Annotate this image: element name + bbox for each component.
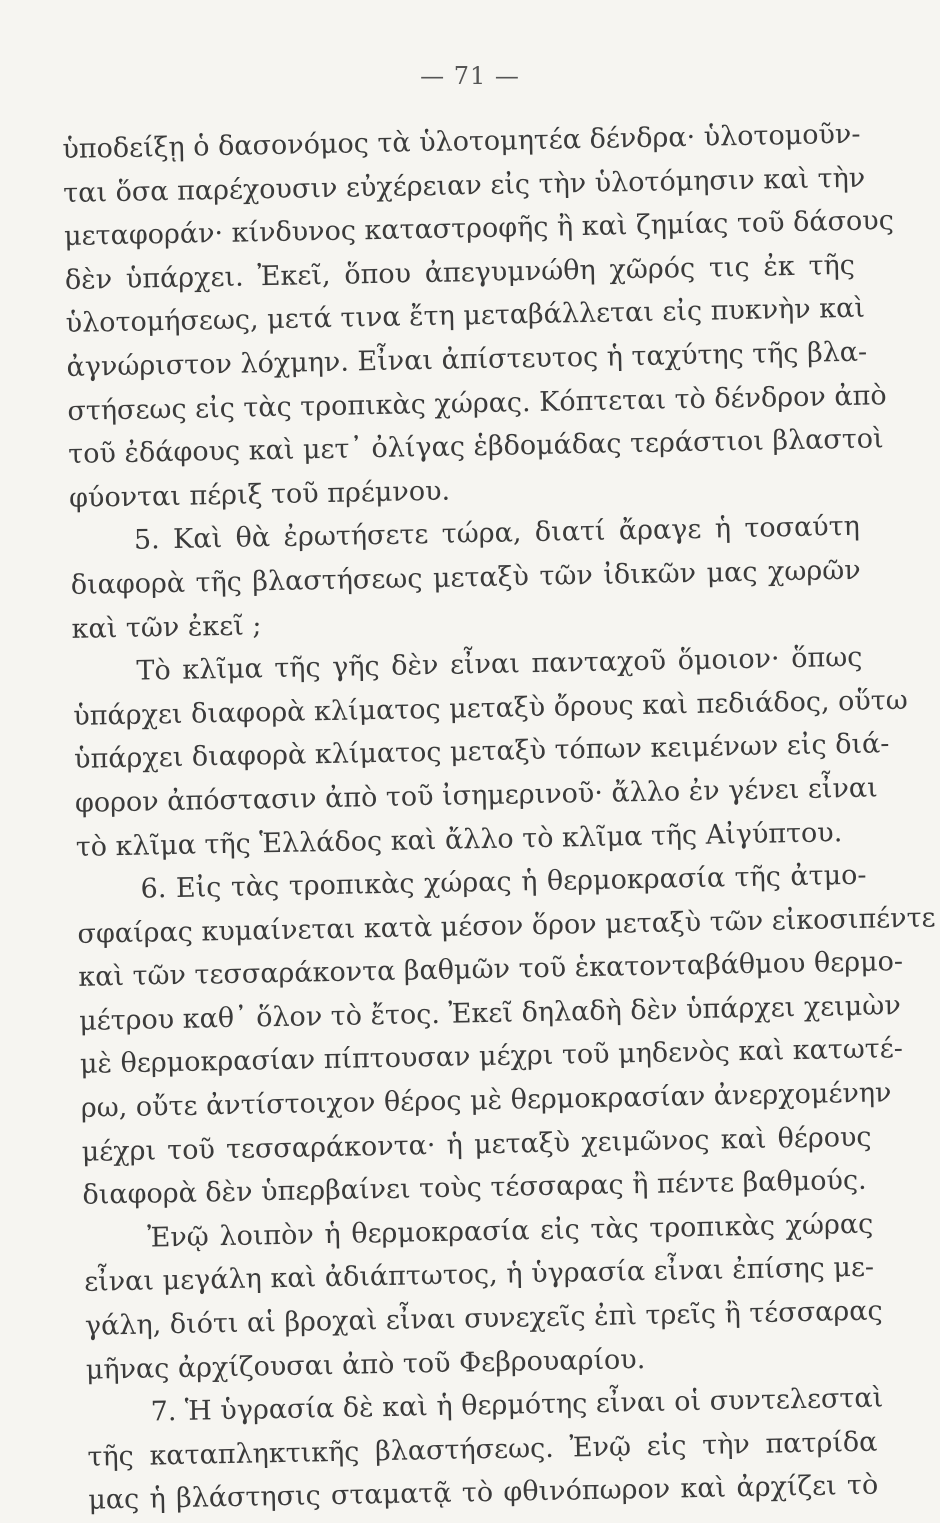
text-line: διαφορὰ τῆς βλαστήσεως μεταξὺ τῶν ἰδικῶν μας χωρῶν bbox=[70, 554, 861, 601]
text-line: τοῦ ἐδάφους καὶ μετ᾽ ὀλίγας ἑβδομάδας τεράστιοι βλαστοὶ bbox=[67, 423, 884, 471]
text-line: τῆς καταπληκτικῆς βλαστήσεως. Ἐνῷ εἰς τὴν πατρίδα bbox=[87, 1426, 878, 1473]
text-line: δὲν ὑπάρχει. Ἐκεῖ, ὅπου ἀπεγυμνώθη χῶρός τις ἐκ τῆς bbox=[64, 249, 856, 296]
text-line: μῆνας ἀρχίζουσαι ἀπὸ τοῦ Φεβρουαρίου. bbox=[85, 1343, 646, 1386]
page-number: — 71 — bbox=[420, 62, 520, 90]
text-line: φύονται πέριξ τοῦ πρέμνου. bbox=[68, 475, 451, 514]
body-text bbox=[62, 113, 936, 1523]
paragraph-6-start: 6. Εἰς τὰς τροπικὰς χώρας ἡ θερμοκρασία τῆς ἀτμο- bbox=[140, 859, 867, 905]
text-line: στήσεως εἰς τὰς τροπικὰς χώρας. Κόπτεται τὸ δένδρον ἀπὸ bbox=[67, 379, 887, 427]
text-line: ὑπάρχει διαφορὰ κλίματος μεταξὺ τόπων κειμένων εἰς διά- bbox=[73, 728, 890, 776]
text-line: μας ἡ βλάστησις σταματᾷ τὸ φθινόπωρον καὶ ἀρχίζει τὸ bbox=[88, 1469, 879, 1517]
text-line: διαφορὰ δὲν ὑπερβαίνει τοὺς τέσσαρας ἢ πέντε βαθμούς. bbox=[82, 1165, 867, 1212]
text-line: ὑποδείξῃ ὁ δασονόμος τὰ ὑλοτομητέα δένδρα· ὑλοτομοῦν- bbox=[62, 118, 861, 165]
text-line: μέτρου καθ᾽ ὅλον τὸ ἔτος. Ἐκεῖ δηλαδὴ δὲν ὑπάρχει χειμὼν bbox=[78, 989, 901, 1037]
text-line: μὲ θερμοκρασίαν πίπτουσαν μέχρι τοῦ μηδενὸς καὶ κατωτέ- bbox=[79, 1033, 904, 1081]
text-line: σφαίρας κυμαίνεται κατὰ μέσον ὅρον μεταξὺ τῶν εἰκοσιπέντε bbox=[77, 902, 936, 950]
text-line: καὶ τῶν ἐκεῖ ; bbox=[71, 609, 262, 645]
paragraph-start: Τὸ κλῖμα τῆς γῆς δὲν εἶναι πανταχοῦ ὅμοιον· ὅπως bbox=[136, 641, 863, 687]
text-line: ται ὅσα παρέχουσιν εὐχέρειαν εἰς τὴν ὑλοτόμησιν καὶ τὴν bbox=[62, 162, 866, 209]
text-line: μεταφοράν· κίνδυνος καταστροφῆς ἢ καὶ ζημίας τοῦ δάσους bbox=[63, 205, 895, 253]
text-line: ὑλοτομήσεως, μετά τινα ἔτη μεταβάλλεται εἰς πυκνὴν καὶ bbox=[65, 292, 866, 340]
text-line: ἀγνώριστον λόχμην. Εἶναι ἀπίστευτος ἡ ταχύτης τῆς βλα- bbox=[66, 336, 868, 383]
text-line: μέχρι τοῦ τεσσαράκοντα· ἡ μεταξὺ χειμῶνος καὶ θέρους bbox=[81, 1121, 872, 1168]
paragraph-7-start: 7. Ἡ ὑγρασία δὲ καὶ ἡ θερμότης εἶναι οἱ συντελεσταὶ bbox=[150, 1382, 884, 1428]
text-line: τὸ κλῖμα τῆς Ἑλλάδος καὶ ἄλλο τὸ κλῖμα τῆς Αἰγύπτου. bbox=[75, 816, 843, 863]
text-line: φορον ἀπόστασιν ἀπὸ τοῦ ἰσημερινοῦ· ἄλλο ἐν γένει εἶναι bbox=[74, 772, 878, 819]
paragraph-start: Ἐνῷ λοιπὸν ἡ θερμοκρασία εἰς τὰς τροπικὰς χώρας bbox=[147, 1208, 874, 1254]
text-line: εἶναι μεγάλη καὶ ἀδιάπτωτος, ἡ ὑγρασία εἶναι ἐπίσης με- bbox=[83, 1252, 875, 1299]
paragraph-5-start: 5. Καὶ θὰ ἐρωτήσετε τώρα, διατί ἄραγε ἡ τοσαύτη bbox=[133, 511, 861, 557]
text-line: γάλη, διότι αἱ βροχαὶ εἶναι συνεχεῖς ἐπὶ τρεῖς ἢ τέσσαρας bbox=[84, 1295, 883, 1342]
text-line: ρω, οὔτε ἀντίστοιχον θέρος μὲ θερμοκρασίαν ἀνερχομένην bbox=[80, 1077, 892, 1124]
text-line: ὑπάρχει διαφορὰ κλίματος μεταξὺ ὄρους καὶ πεδιάδος, οὕτω bbox=[72, 684, 908, 732]
text-line: καὶ τῶν τεσσαράκοντα βαθμῶν τοῦ ἑκατονταβάθμου θερμο- bbox=[78, 946, 904, 994]
